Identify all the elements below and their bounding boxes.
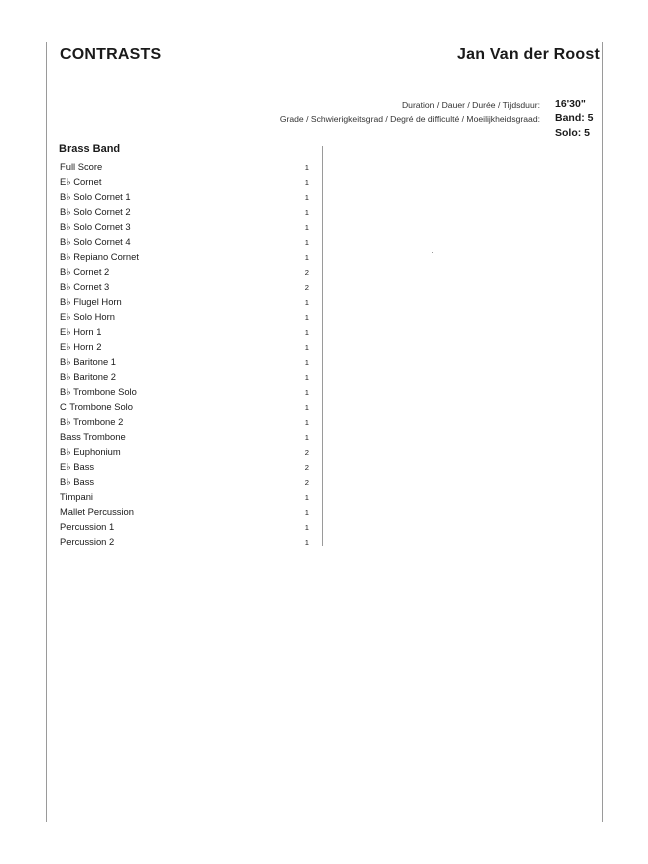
part-name: Bass Trombone	[60, 431, 126, 442]
part-quantity: 1	[304, 418, 309, 427]
piece-title: CONTRASTS	[60, 46, 162, 63]
part-quantity: 1	[304, 313, 309, 322]
part-name: E♭ Horn 1	[60, 326, 102, 337]
part-name: B♭ Solo Cornet 4	[60, 236, 131, 247]
part-name: E♭ Solo Horn	[60, 311, 115, 322]
part-row	[60, 384, 310, 399]
part-name: B♭ Cornet 2	[60, 266, 110, 277]
part-name: C Trombone Solo	[60, 401, 133, 412]
part-row	[60, 339, 310, 354]
part-row	[60, 534, 310, 549]
part-quantity: 1	[304, 178, 309, 187]
part-row	[60, 429, 310, 444]
part-quantity: 1	[304, 403, 309, 412]
grade-solo-value: Solo: 5	[555, 127, 591, 139]
part-quantity: 1	[304, 373, 309, 382]
part-quantity: 2	[304, 448, 309, 457]
part-name: E♭ Cornet	[60, 176, 102, 187]
part-row	[60, 309, 310, 324]
part-quantity: 1	[304, 298, 309, 307]
part-row	[60, 189, 310, 204]
part-name: B♭ Baritone 1	[60, 356, 117, 367]
part-name: B♭ Solo Cornet 1	[60, 191, 131, 202]
part-quantity: 1	[304, 238, 309, 247]
part-quantity: 1	[304, 493, 309, 502]
stray-mark	[432, 252, 433, 253]
part-row	[60, 264, 310, 279]
part-row	[60, 219, 310, 234]
duration-label: Duration / Dauer / Durée / Tijdsduur:	[401, 100, 540, 110]
part-row	[60, 159, 310, 174]
part-row	[60, 234, 310, 249]
part-row	[60, 444, 310, 459]
part-row	[60, 504, 310, 519]
part-row	[60, 204, 310, 219]
part-name: B♭ Trombone 2	[60, 416, 124, 427]
part-row	[60, 249, 310, 264]
part-row	[60, 369, 310, 384]
composer-name: Jan Van der Roost	[457, 46, 600, 63]
grade-band-value: Band: 5	[555, 112, 594, 124]
part-quantity: 1	[304, 388, 309, 397]
part-quantity: 2	[304, 268, 309, 277]
part-name: Percussion 1	[60, 521, 115, 532]
part-name: B♭ Solo Cornet 2	[60, 206, 131, 217]
part-name: B♭ Flugel Horn	[60, 296, 122, 307]
left-border-line	[46, 42, 47, 822]
part-quantity: 1	[304, 208, 309, 217]
part-row	[60, 354, 310, 369]
part-quantity: 2	[304, 478, 309, 487]
part-quantity: 1	[304, 193, 309, 202]
part-quantity: 1	[304, 538, 309, 547]
part-quantity: 1	[304, 358, 309, 367]
column-divider	[322, 146, 323, 546]
part-name: B♭ Solo Cornet 3	[60, 221, 131, 232]
part-name: B♭ Trombone Solo	[60, 386, 137, 397]
part-quantity: 1	[304, 508, 309, 517]
part-quantity: 1	[304, 223, 309, 232]
part-row	[60, 399, 310, 414]
part-name: Timpani	[60, 491, 93, 502]
part-row	[60, 414, 310, 429]
part-row	[60, 279, 310, 294]
part-row	[60, 519, 310, 534]
part-row	[60, 294, 310, 309]
duration-value: 16'30"	[555, 98, 586, 110]
part-name: Full Score	[60, 161, 103, 172]
part-quantity: 2	[304, 463, 309, 472]
part-row	[60, 489, 310, 504]
part-row	[60, 324, 310, 339]
part-name: B♭ Baritone 2	[60, 371, 117, 382]
right-border-line	[602, 42, 603, 822]
part-name: B♭ Cornet 3	[60, 281, 110, 292]
part-name: B♭ Euphonium	[60, 446, 121, 457]
part-quantity: 1	[304, 163, 309, 172]
part-quantity: 1	[304, 433, 309, 442]
part-quantity: 1	[304, 253, 309, 262]
part-name: Mallet Percussion	[60, 506, 134, 517]
section-title: Brass Band	[59, 143, 121, 155]
part-name: E♭ Horn 2	[60, 341, 102, 352]
parts-list	[60, 159, 310, 549]
part-quantity: 1	[304, 523, 309, 532]
part-row	[60, 174, 310, 189]
part-row	[60, 459, 310, 474]
part-quantity: 1	[304, 343, 309, 352]
part-name: B♭ Repiano Cornet	[60, 251, 139, 262]
part-quantity: 2	[304, 283, 309, 292]
grade-label: Grade / Schwierigkeitsgrad / Degré de difficulté / Moeilijkheidsgraad:	[279, 114, 540, 124]
part-row	[60, 474, 310, 489]
part-quantity: 1	[304, 328, 309, 337]
part-name: B♭ Bass	[60, 476, 95, 487]
part-name: E♭ Bass	[60, 461, 95, 472]
part-name: Percussion 2	[60, 536, 115, 547]
